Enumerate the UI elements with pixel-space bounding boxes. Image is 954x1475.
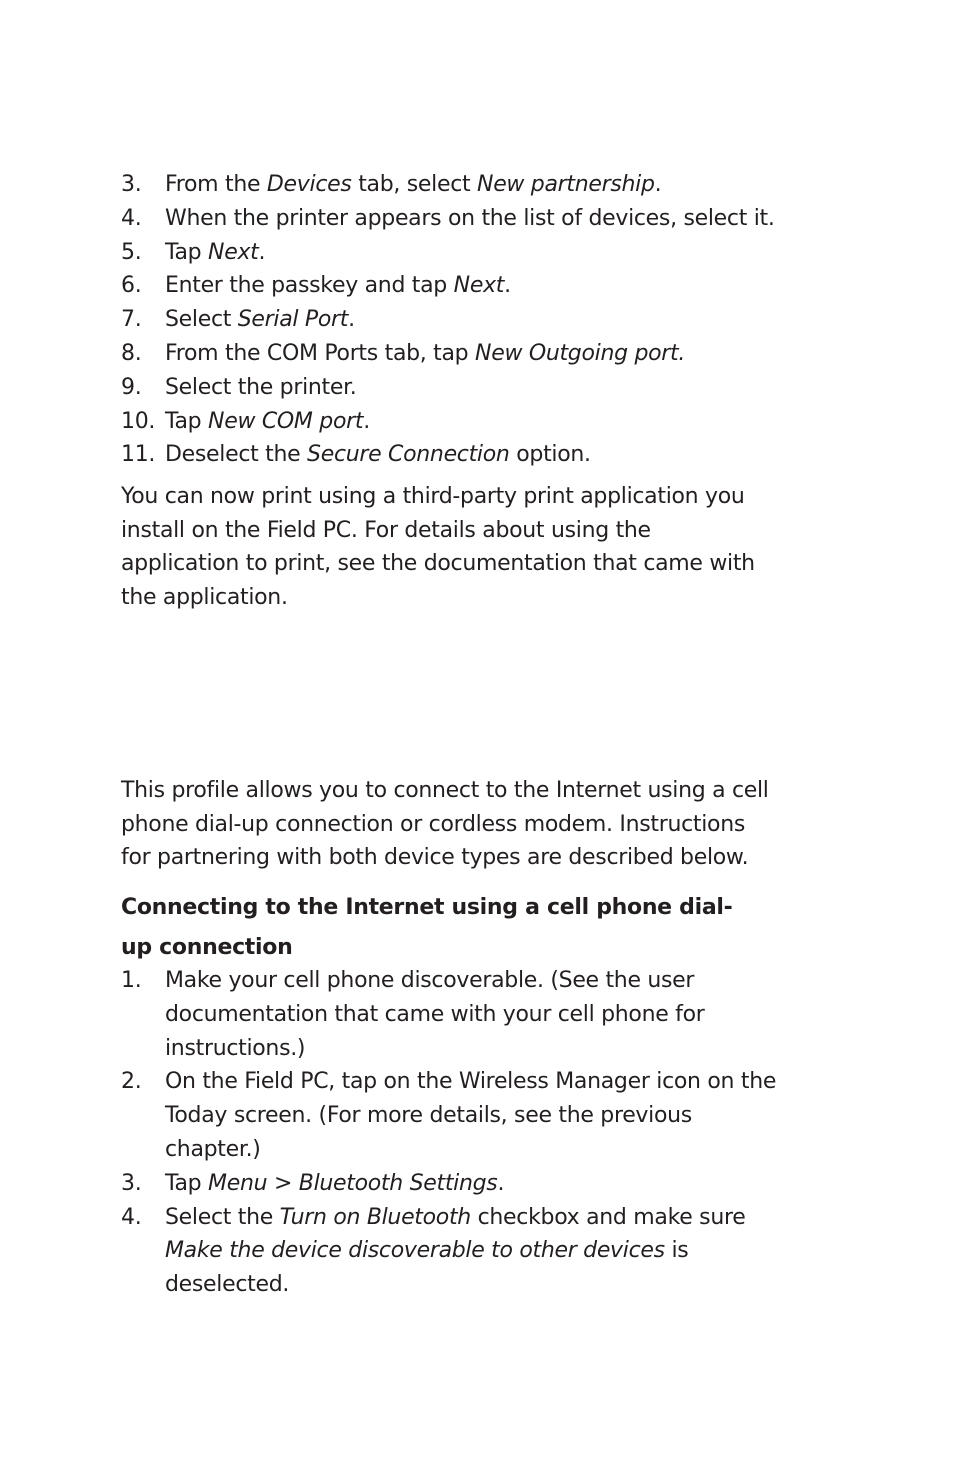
emphasized-text: Next bbox=[208, 239, 259, 265]
list-item-text bbox=[165, 269, 781, 303]
text-segment: Tap bbox=[165, 1170, 209, 1196]
list-item-number: 8. bbox=[121, 340, 142, 366]
list-item-text bbox=[165, 236, 781, 270]
text-segment: checkbox and make sure bbox=[470, 1204, 746, 1230]
text-segment: is deselected. bbox=[165, 1238, 689, 1298]
text-segment: Deselect the bbox=[165, 442, 308, 468]
list-item bbox=[121, 337, 781, 371]
text-segment: Make your cell phone discoverable. (See the user documentation that came with your cell phone for instructions.) bbox=[165, 968, 705, 1061]
text-segment: > bbox=[267, 1170, 299, 1196]
list-item-number: 4. bbox=[121, 205, 142, 231]
steps-list-printer bbox=[121, 168, 781, 472]
list-item-number: 3. bbox=[121, 172, 142, 197]
list-item bbox=[121, 438, 781, 472]
list-item bbox=[121, 1167, 781, 1201]
emphasized-text: Menu bbox=[208, 1170, 268, 1196]
text-segment: Select the printer. bbox=[165, 374, 357, 400]
list-item bbox=[121, 202, 781, 236]
emphasized-text: Devices bbox=[266, 172, 352, 197]
text-segment: Select bbox=[165, 307, 238, 333]
list-item-number: 2. bbox=[121, 1069, 142, 1095]
list-item bbox=[121, 371, 781, 405]
text-segment: . bbox=[363, 408, 370, 434]
text-segment: When the printer appears on the list of devices, select it. bbox=[165, 205, 775, 231]
list-item-number: 10. bbox=[121, 408, 156, 434]
list-item-text bbox=[165, 438, 781, 472]
list-item bbox=[121, 269, 781, 303]
text-segment: From the bbox=[165, 172, 267, 197]
text-segment: Enter the passkey and tap bbox=[165, 273, 454, 299]
emphasized-text: Serial Port bbox=[237, 307, 349, 333]
emphasized-text: Turn on Bluetooth bbox=[279, 1204, 471, 1230]
text-segment: Tap bbox=[165, 408, 209, 434]
section-heading: Connecting to the Internet using a cell phone dial-up connection bbox=[121, 895, 733, 960]
emphasized-text: New COM port bbox=[208, 408, 364, 434]
list-item-text bbox=[165, 337, 781, 371]
emphasized-text: Next bbox=[453, 273, 505, 299]
list-item-text bbox=[165, 1167, 781, 1201]
emphasized-text: New Outgoing port. bbox=[475, 340, 686, 366]
list-item-number: 11. bbox=[121, 442, 156, 468]
list-item-text bbox=[165, 168, 781, 202]
text-segment: Select the bbox=[165, 1204, 280, 1230]
list-item-number: 9. bbox=[121, 374, 142, 400]
text-segment: Tap bbox=[165, 239, 209, 265]
text-segment: . bbox=[654, 172, 662, 197]
list-item-text bbox=[165, 1065, 781, 1166]
text-segment: . bbox=[258, 239, 266, 265]
list-item-text bbox=[165, 1201, 781, 1302]
list-item-number: 1. bbox=[121, 968, 142, 993]
list-item bbox=[121, 405, 781, 439]
text-segment: option. bbox=[509, 442, 591, 468]
list-item-text bbox=[165, 202, 781, 236]
emphasized-text: Make the device discoverable to other devices bbox=[165, 1238, 665, 1264]
text-segment: From the COM Ports tab, tap bbox=[165, 340, 476, 366]
text-segment: . bbox=[348, 307, 355, 333]
list-item-text bbox=[165, 964, 781, 1065]
paragraph-print-info: You can now print using a third-party print application you install on the Field PC. For details about using the application to print, see the documentation that came with the application. bbox=[121, 484, 755, 611]
steps-list-dialup bbox=[121, 964, 781, 1302]
list-item bbox=[121, 236, 781, 270]
list-item bbox=[121, 964, 781, 1065]
list-item bbox=[121, 1201, 781, 1302]
list-item-number: 5. bbox=[121, 239, 142, 265]
list-item bbox=[121, 168, 781, 202]
list-item-text bbox=[165, 303, 781, 337]
emphasized-text: Bluetooth Settings bbox=[298, 1170, 498, 1196]
list-item-text bbox=[165, 405, 781, 439]
paragraph-profile-intro: This profile allows you to connect to the Internet using a cell phone dial-up connection or cordless modem. Instructions for partnering with both device types are described below. bbox=[121, 778, 769, 871]
list-item bbox=[121, 1065, 781, 1166]
list-item-number: 4. bbox=[121, 1204, 142, 1230]
list-item bbox=[121, 303, 781, 337]
text-segment: . bbox=[504, 273, 511, 299]
text-segment: On the Field PC, tap on the Wireless Manager icon on the Today screen. (For more details, see the previous chapter.) bbox=[165, 1069, 777, 1162]
emphasized-text: Secure Connection bbox=[307, 442, 510, 468]
list-item-number: 3. bbox=[121, 1170, 142, 1196]
text-segment: . bbox=[497, 1170, 505, 1196]
text-segment: tab, select bbox=[351, 172, 478, 197]
list-item-text bbox=[165, 371, 781, 405]
emphasized-text: New partnership bbox=[477, 172, 655, 197]
list-item-number: 6. bbox=[121, 273, 142, 299]
list-item-number: 7. bbox=[121, 307, 142, 333]
